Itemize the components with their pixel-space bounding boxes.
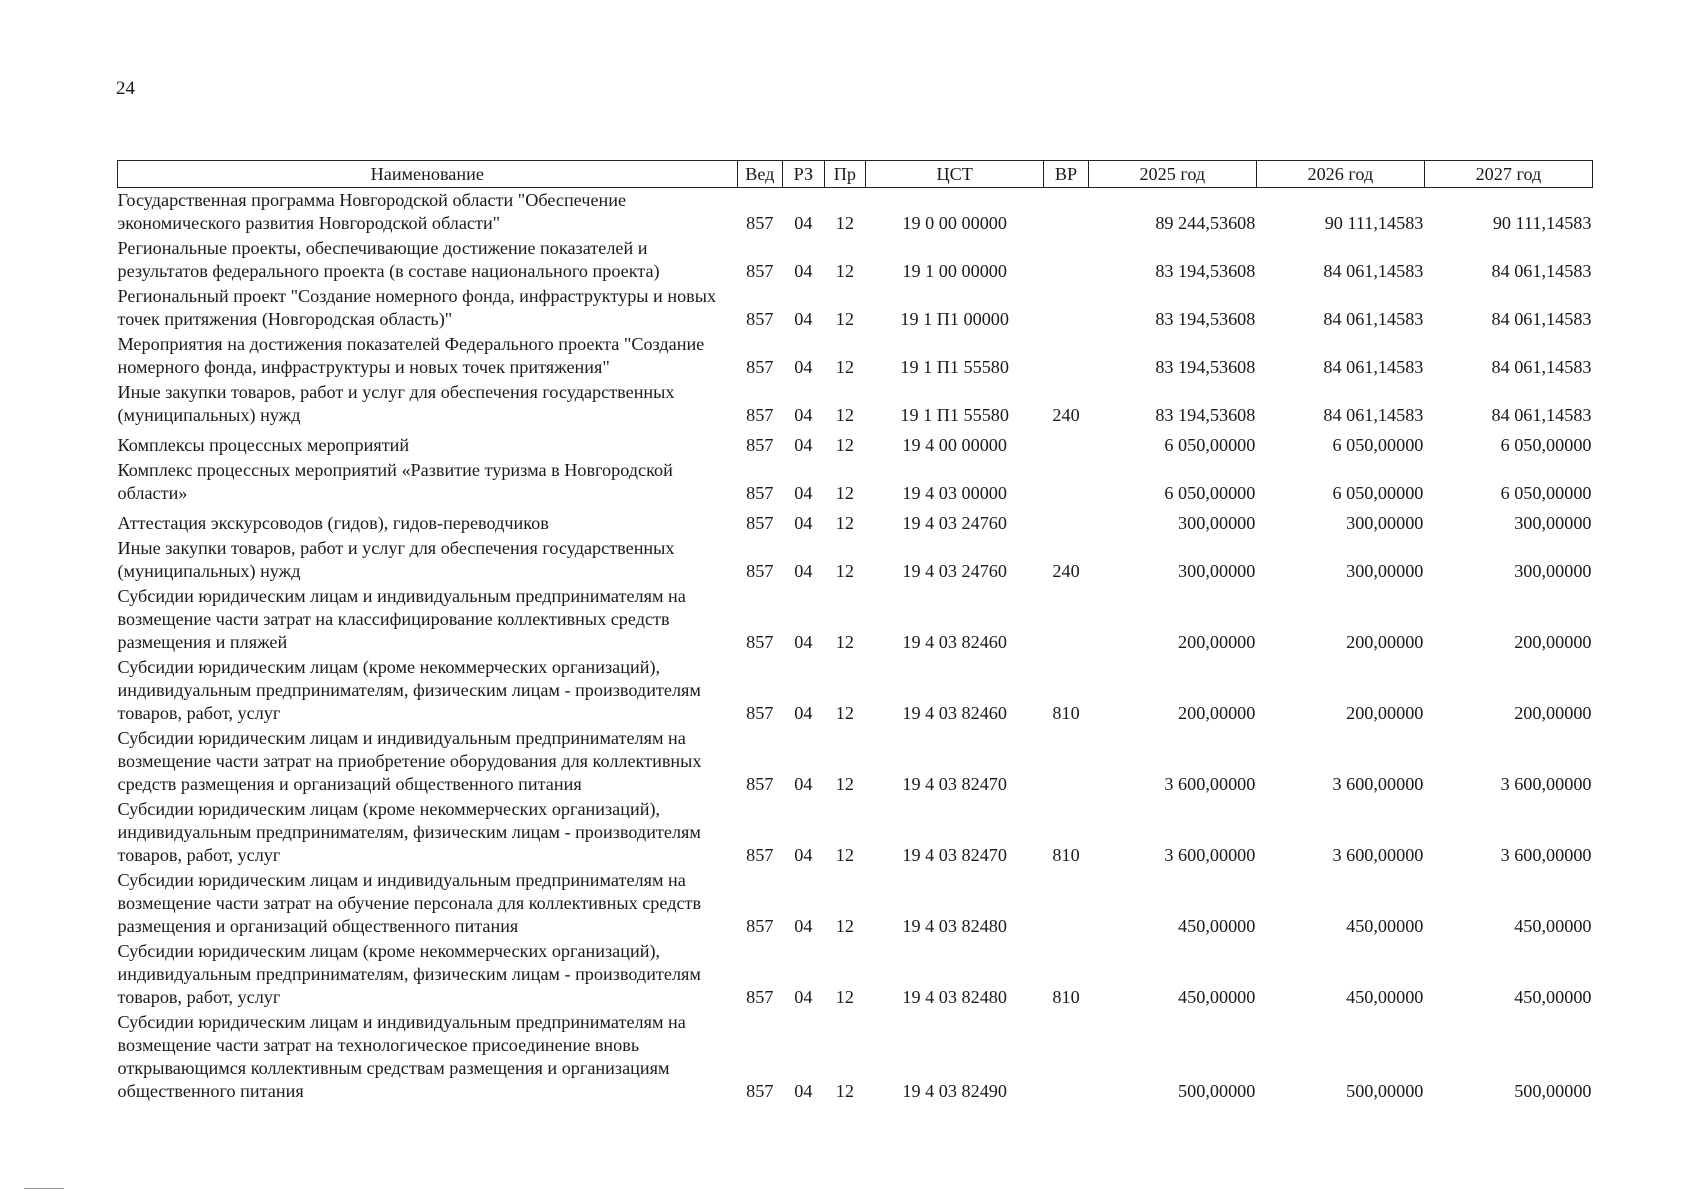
row-pr: 12 (835, 916, 854, 936)
row-ved: 857 (746, 1081, 774, 1101)
row-rz: 04 (794, 309, 813, 329)
row-vr (1044, 236, 1089, 284)
table-row (118, 536, 1593, 584)
row-rz: 04 (794, 405, 813, 425)
row-ved: 857 (746, 632, 774, 652)
row-ved: 857 (746, 483, 774, 503)
row-cst: 19 4 03 00000 (902, 483, 1007, 503)
row-2026: 84 061,14583 (1323, 357, 1424, 377)
row-pr: 12 (835, 435, 854, 455)
table-row (118, 868, 1593, 939)
row-vr: 810 (1052, 845, 1080, 865)
row-2025: 450,00000 (1178, 916, 1256, 936)
row-cst: 19 4 03 82460 (902, 703, 1007, 723)
row-vr: 810 (1052, 703, 1080, 723)
row-2025: 83 194,53608 (1155, 309, 1256, 329)
row-2025: 83 194,53608 (1155, 357, 1256, 377)
table-row (118, 1010, 1593, 1104)
row-2027: 450,00000 (1514, 916, 1592, 936)
row-cst: 19 4 03 82470 (902, 845, 1007, 865)
row-rz: 04 (794, 1081, 813, 1101)
row-2026: 3 600,00000 (1332, 845, 1424, 865)
row-2026: 84 061,14583 (1323, 309, 1424, 329)
row-cst: 19 1 П1 55580 (900, 357, 1009, 377)
row-rz: 04 (794, 261, 813, 281)
table-row (118, 380, 1593, 428)
row-ved: 857 (746, 703, 774, 723)
row-ved: 857 (746, 845, 774, 865)
row-2027: 450,00000 (1514, 987, 1592, 1007)
row-pr: 12 (835, 405, 854, 425)
row-pr: 12 (835, 483, 854, 503)
row-2025: 3 600,00000 (1164, 845, 1256, 865)
row-pr: 12 (835, 213, 854, 233)
row-name: Субсидии юридическим лицам (кроме некоммерческих организаций), индивидуальным предпринимателям, физическим лицам - производителям товаров, работ, услуг (117, 941, 701, 1007)
table-row (118, 726, 1593, 797)
row-2027: 84 061,14583 (1491, 309, 1592, 329)
row-rz: 04 (794, 435, 813, 455)
row-2026: 300,00000 (1346, 513, 1424, 533)
row-2027: 500,00000 (1514, 1081, 1592, 1101)
row-2027: 90 111,14583 (1492, 213, 1592, 233)
row-2027: 84 061,14583 (1491, 357, 1592, 377)
header-name: Наименование (118, 161, 738, 188)
header-cst: ЦСТ (866, 161, 1044, 188)
row-name: Иные закупки товаров, работ и услуг для обеспечения государственных (муниципальных) нужд (117, 382, 675, 425)
row-2027: 84 061,14583 (1491, 405, 1592, 425)
row-2027: 6 050,00000 (1500, 435, 1592, 455)
row-cst: 19 4 03 82490 (902, 1081, 1007, 1101)
row-name: Государственная программа Новгородской области "Обеспечение экономического развития Новгородской области" (117, 190, 627, 233)
row-2026: 6 050,00000 (1332, 435, 1424, 455)
row-2025: 300,00000 (1178, 561, 1256, 581)
row-name: Комплексы процессных мероприятий (117, 435, 410, 455)
row-pr: 12 (835, 309, 854, 329)
row-2026: 90 111,14583 (1324, 213, 1424, 233)
row-pr: 12 (835, 774, 854, 794)
row-cst: 19 4 03 82480 (902, 916, 1007, 936)
row-rz: 04 (794, 774, 813, 794)
table-row (118, 655, 1593, 726)
header-ved: Вед (737, 161, 783, 188)
row-ved: 857 (746, 987, 774, 1007)
row-vr (1044, 284, 1089, 332)
row-rz: 04 (794, 845, 813, 865)
row-ved: 857 (746, 405, 774, 425)
row-2027: 84 061,14583 (1491, 261, 1592, 281)
table-row (118, 428, 1593, 458)
row-vr (1044, 1010, 1089, 1104)
table-row (118, 188, 1593, 237)
row-vr (1044, 726, 1089, 797)
row-cst: 19 4 00 00000 (902, 435, 1007, 455)
row-vr (1044, 332, 1089, 380)
row-name: Мероприятия на достижения показателей Федерального проекта "Создание номерного фонда, инфраструктуры и новых точек притяжения" (117, 334, 705, 377)
row-cst: 19 4 03 82480 (902, 987, 1007, 1007)
budget-table (117, 160, 1593, 1104)
row-ved: 857 (746, 774, 774, 794)
row-2027: 200,00000 (1514, 632, 1592, 652)
row-vr (1044, 584, 1089, 655)
row-pr: 12 (835, 357, 854, 377)
row-ved: 857 (746, 213, 774, 233)
row-rz: 04 (794, 987, 813, 1007)
row-2025: 3 600,00000 (1164, 774, 1256, 794)
header-vr: ВР (1044, 161, 1089, 188)
row-pr: 12 (835, 703, 854, 723)
row-pr: 12 (835, 845, 854, 865)
row-name: Субсидии юридическим лицам и индивидуальным предпринимателям на возмещение части затрат на технологическое присоединение вновь открывающимся коллективным средствам размещения и организациям общественного питания (117, 1012, 686, 1101)
row-cst: 19 0 00 00000 (902, 213, 1007, 233)
row-2027: 200,00000 (1514, 703, 1592, 723)
row-cst: 19 4 03 24760 (902, 561, 1007, 581)
row-2026: 200,00000 (1346, 632, 1424, 652)
row-rz: 04 (794, 513, 813, 533)
row-rz: 04 (794, 483, 813, 503)
row-pr: 12 (835, 513, 854, 533)
table-row (118, 506, 1593, 536)
row-rz: 04 (794, 213, 813, 233)
row-ved: 857 (746, 309, 774, 329)
row-rz: 04 (794, 703, 813, 723)
page-number: 24 (116, 78, 135, 99)
row-vr: 810 (1052, 987, 1080, 1007)
row-pr: 12 (835, 632, 854, 652)
row-2025: 6 050,00000 (1164, 435, 1256, 455)
row-name: Региональные проекты, обеспечивающие достижение показателей и результатов федерального проекта (в составе национального проекта) (117, 238, 660, 281)
header-row (118, 161, 1593, 188)
row-cst: 19 1 00 00000 (902, 261, 1007, 281)
table-row (118, 284, 1593, 332)
row-cst: 19 1 П1 55580 (900, 405, 1009, 425)
table-row (118, 797, 1593, 868)
row-cst: 19 4 03 82460 (902, 632, 1007, 652)
header-rz: РЗ (783, 161, 825, 188)
row-2025: 83 194,53608 (1155, 261, 1256, 281)
row-name: Аттестация экскурсоводов (гидов), гидов-переводчиков (117, 513, 549, 533)
row-vr (1044, 506, 1089, 536)
row-2026: 500,00000 (1346, 1081, 1424, 1101)
header-2026: 2026 год (1256, 161, 1424, 188)
row-2025: 300,00000 (1178, 513, 1256, 533)
row-2027: 300,00000 (1514, 513, 1592, 533)
row-2026: 84 061,14583 (1323, 261, 1424, 281)
table-row (118, 584, 1593, 655)
row-name: Комплекс процессных мероприятий «Развитие туризма в Новгородской области» (117, 460, 673, 503)
row-cst: 19 4 03 24760 (902, 513, 1007, 533)
row-2026: 450,00000 (1346, 916, 1424, 936)
row-ved: 857 (746, 561, 774, 581)
row-rz: 04 (794, 357, 813, 377)
row-2026: 450,00000 (1346, 987, 1424, 1007)
row-2025: 89 244,53608 (1155, 213, 1256, 233)
table-row (118, 236, 1593, 284)
row-vr (1044, 458, 1089, 506)
row-cst: 19 1 П1 00000 (900, 309, 1009, 329)
row-2027: 300,00000 (1514, 561, 1592, 581)
row-2026: 300,00000 (1346, 561, 1424, 581)
header-2027: 2027 год (1424, 161, 1592, 188)
row-vr (1044, 868, 1089, 939)
row-vr: 240 (1052, 561, 1080, 581)
table-body (118, 188, 1593, 1105)
row-2027: 6 050,00000 (1500, 483, 1592, 503)
row-rz: 04 (794, 561, 813, 581)
table-row (118, 332, 1593, 380)
row-ved: 857 (746, 357, 774, 377)
row-ved: 857 (746, 513, 774, 533)
row-name: Субсидии юридическим лицам и индивидуальным предпринимателям на возмещение части затрат на классифицирование коллективных средств размещения и пляжей (117, 586, 686, 652)
row-2025: 6 050,00000 (1164, 483, 1256, 503)
row-2027: 3 600,00000 (1500, 845, 1592, 865)
header-pr: Пр (824, 161, 866, 188)
row-vr (1044, 188, 1089, 237)
row-pr: 12 (835, 261, 854, 281)
row-pr: 12 (835, 1081, 854, 1101)
header-2025: 2025 год (1088, 161, 1256, 188)
table-row (118, 939, 1593, 1010)
row-ved: 857 (746, 916, 774, 936)
row-ved: 857 (746, 435, 774, 455)
table-row (118, 458, 1593, 506)
row-2026: 3 600,00000 (1332, 774, 1424, 794)
row-name: Региональный проект "Создание номерного фонда, инфраструктуры и новых точек притяжения (Новгородская область)" (117, 286, 717, 329)
row-pr: 12 (835, 561, 854, 581)
row-cst: 19 4 03 82470 (902, 774, 1007, 794)
row-2025: 200,00000 (1178, 632, 1256, 652)
row-2025: 500,00000 (1178, 1081, 1256, 1101)
row-2025: 200,00000 (1178, 703, 1256, 723)
row-2027: 3 600,00000 (1500, 774, 1592, 794)
row-2026: 6 050,00000 (1332, 483, 1424, 503)
row-2026: 200,00000 (1346, 703, 1424, 723)
row-rz: 04 (794, 916, 813, 936)
row-2025: 83 194,53608 (1155, 405, 1256, 425)
row-2025: 450,00000 (1178, 987, 1256, 1007)
row-name: Субсидии юридическим лицам (кроме некоммерческих организаций), индивидуальным предпринимателям, физическим лицам - производителям товаров, работ, услуг (117, 657, 701, 723)
row-rz: 04 (794, 632, 813, 652)
row-ved: 857 (746, 261, 774, 281)
row-2026: 84 061,14583 (1323, 405, 1424, 425)
table-header (118, 161, 1593, 188)
scan-mark (24, 1188, 64, 1189)
row-name: Субсидии юридическим лицам и индивидуальным предпринимателям на возмещение части затрат на обучение персонала для коллективных средств размещения и организаций общественного питания (117, 870, 702, 936)
row-name: Иные закупки товаров, работ и услуг для обеспечения государственных (муниципальных) нужд (117, 538, 675, 581)
row-vr: 240 (1052, 405, 1080, 425)
row-name: Субсидии юридическим лицам и индивидуальным предпринимателям на возмещение части затрат на приобретение оборудования для коллективных средств размещения и организаций общественного питания (117, 728, 702, 794)
row-pr: 12 (835, 987, 854, 1007)
row-vr (1044, 428, 1089, 458)
row-name: Субсидии юридическим лицам (кроме некоммерческих организаций), индивидуальным предпринимателям, физическим лицам - производителям товаров, работ, услуг (117, 799, 701, 865)
